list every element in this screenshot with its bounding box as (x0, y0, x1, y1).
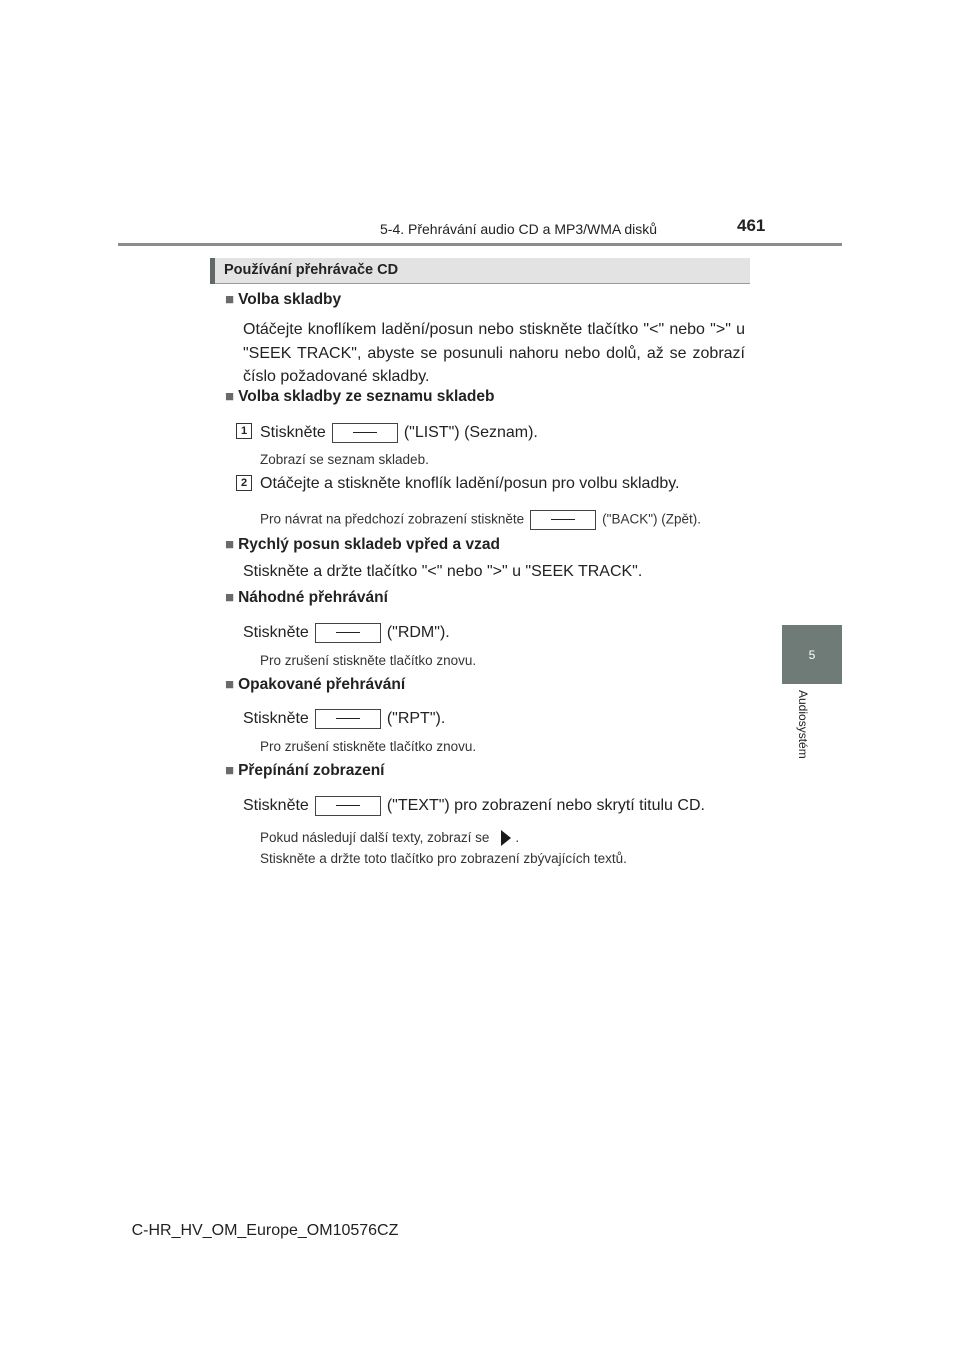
step-number-2: 2 (236, 475, 252, 491)
back-button-icon (530, 510, 596, 530)
step-number-1: 1 (236, 423, 252, 439)
step-1-note: Zobrazí se seznam skladeb. (260, 452, 429, 467)
square-bullet-icon: ■ (225, 676, 235, 693)
heading-fast-seek: ■ Rychlý posun skladeb vpřed a vzad (225, 536, 500, 553)
square-bullet-icon: ■ (225, 762, 235, 779)
rpt-button-icon (315, 709, 381, 729)
page-number: 461 (737, 216, 766, 235)
heading-random: ■ Náhodné přehrávání (225, 589, 388, 606)
paragraph-fast-seek: Stiskněte a držte tlačítko "<" nebo ">" u "SEEK TRACK". (243, 563, 643, 580)
square-bullet-icon: ■ (225, 291, 235, 308)
chapter-number: 5 (808, 647, 816, 662)
list-button-icon (332, 423, 398, 443)
display-note-1: Pokud následují další texty, zobrazí se . (260, 830, 520, 845)
document-footer-code: C-HR_HV_OM_Europe_OM10576CZ (131, 1222, 399, 1239)
rdm-button-icon (315, 623, 381, 643)
heading-track-list: ■ Volba skladby ze seznamu skladeb (225, 388, 495, 405)
section-accent-bar (210, 258, 215, 284)
section-title-band (210, 258, 750, 284)
step-1-text: Stiskněte ("LIST") (Seznam). (260, 424, 538, 442)
heading-track-select: ■ Volba skladby (225, 291, 342, 308)
more-text-arrow-icon (501, 830, 511, 846)
display-note-2: Stiskněte a držte toto tlačítko pro zobrazení zbývajících textů. (260, 851, 627, 866)
text-button-icon (315, 796, 381, 816)
random-instruction: Stiskněte ("RDM"). (243, 624, 450, 642)
heading-repeat: ■ Opakované přehrávání (225, 676, 406, 693)
paragraph-track-select: Otáčejte knoflíkem ladění/posun nebo stiskněte tlačítko "<" nebo ">" u "SEEK TRACK", abyste se posunuli nahoru nebo dolů, až se zobrazí číslo požadované skladby. (243, 321, 745, 385)
random-note: Pro zrušení stiskněte tlačítko znovu. (260, 653, 477, 668)
header-section-title: 5-4. Přehrávání audio CD a MP3/WMA disků (380, 221, 658, 237)
square-bullet-icon: ■ (225, 388, 235, 405)
display-instruction: Stiskněte ("TEXT") pro zobrazení nebo skrytí titulu CD. (243, 797, 705, 815)
heading-display: ■ Přepínání zobrazení (225, 762, 385, 779)
square-bullet-icon: ■ (225, 536, 235, 553)
step-2-note: Pro návrat na předchozí zobrazení stiskněte ("BACK") (Zpět). (260, 510, 701, 530)
repeat-instruction: Stiskněte ("RPT"). (243, 710, 446, 728)
section-title: Používání přehrávače CD (224, 262, 399, 278)
header-divider (118, 243, 842, 246)
chapter-label: Audiosystém (796, 690, 810, 759)
step-2-text: Otáčejte a stiskněte knoflík ladění/posun pro volbu skladby. (260, 475, 680, 492)
square-bullet-icon: ■ (225, 589, 235, 606)
repeat-note: Pro zrušení stiskněte tlačítko znovu. (260, 739, 477, 754)
chapter-tab (782, 625, 842, 684)
